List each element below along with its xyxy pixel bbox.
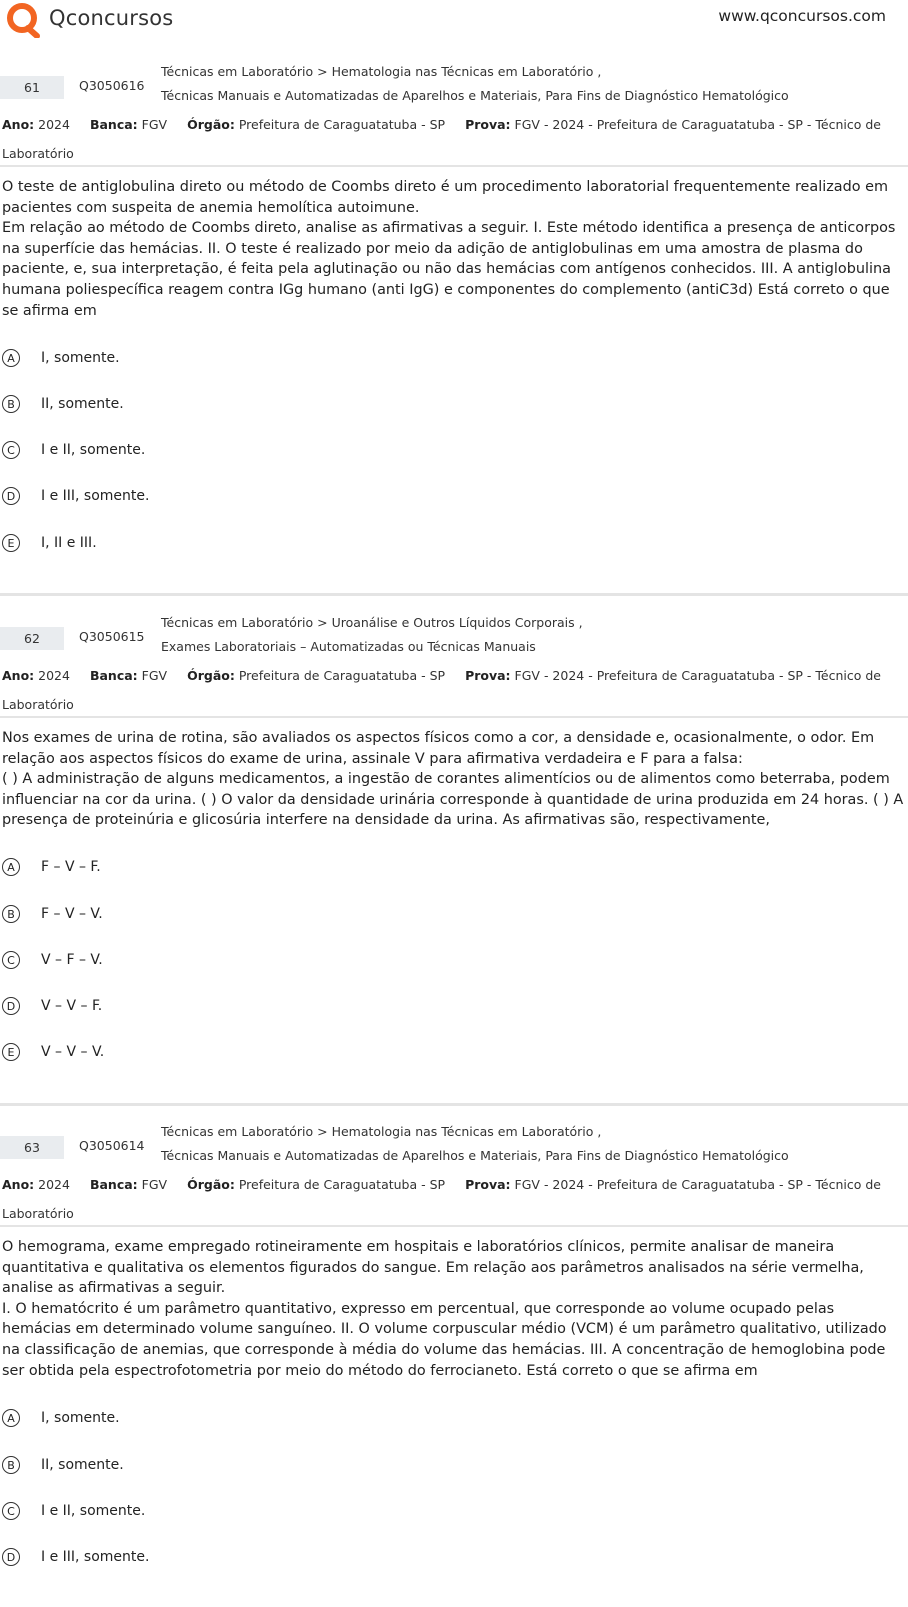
orgao-value: Prefeitura de Caraguatatuba - SP (238, 117, 446, 132)
alternative-text: I, somente. (41, 350, 120, 366)
qconcursos-logo-icon (4, 2, 42, 38)
alternative-letter-icon: C (2, 951, 20, 969)
banca-value: FGV (141, 668, 168, 683)
question-separator (0, 1103, 908, 1106)
alternative-letter-icon: B (2, 1456, 20, 1474)
alternative-e[interactable] (2, 531, 602, 555)
question-meta (2, 661, 892, 719)
ano-label: Ano: (2, 1177, 35, 1192)
alternative-letter-icon: B (2, 905, 20, 923)
question-topic-line2[interactable]: Técnicas Manuais e Automatizadas de Aparelhos e Materiais, Para Fins de Diagnóstico Hematológico (161, 1148, 789, 1163)
question-meta (2, 110, 892, 168)
question-topic-line1[interactable]: Técnicas em Laboratório > Hematologia nas Técnicas em Laboratório , (161, 1124, 602, 1139)
alternative-d[interactable] (2, 1545, 602, 1569)
alternative-letter-icon: B (2, 395, 20, 413)
alternative-letter-icon: D (2, 487, 20, 505)
banca-label: Banca: (89, 117, 138, 132)
brand-name[interactable]: Qconcursos (49, 6, 174, 30)
ano-label: Ano: (2, 668, 35, 683)
question-topic-line1[interactable]: Técnicas em Laboratório > Uroanálise e Outros Líquidos Corporais , (161, 615, 583, 630)
ano-value: 2024 (38, 117, 70, 132)
alternative-text: I e III, somente. (41, 1549, 150, 1565)
question-paragraph: O hemograma, exame empregado rotineiramente em hospitais e laboratórios clínicos, permite analisar de maneira quantitativa e qualitativa os elementos figurados do sangue. Em relação aos parâmetros analisados na série vermelha, analise as afirmativas a seguir. (2, 1239, 864, 1297)
ano-label: Ano: (2, 117, 35, 132)
prova-value: FGV - 2024 - Prefeitura de Caraguatatuba - SP - Técnico de Laboratório (2, 117, 881, 161)
alternative-letter-icon: E (2, 534, 20, 552)
alternative-d[interactable] (2, 484, 602, 508)
prova-label: Prova: (465, 117, 511, 132)
question-code[interactable]: Q3050615 (79, 629, 145, 644)
alternative-text: F – V – V. (41, 906, 103, 922)
question-text (2, 1237, 906, 1381)
orgao-value: Prefeitura de Caraguatatuba - SP (238, 668, 446, 683)
question-paragraph: O teste de antiglobulina direto ou método de Coombs direto é um procedimento laboratorial frequentemente realizado em pacientes com suspeita de anemia hemolítica autoimune. (2, 179, 888, 216)
question-code[interactable]: Q3050616 (79, 78, 145, 93)
banca-value: FGV (141, 117, 168, 132)
header (0, 0, 908, 44)
alternative-c[interactable] (2, 948, 602, 972)
alternative-letter-icon: A (2, 858, 20, 876)
alternative-text: II, somente. (41, 396, 124, 412)
ano-value: 2024 (38, 668, 70, 683)
alternative-b[interactable] (2, 902, 602, 926)
alternative-text: V – F – V. (41, 952, 103, 968)
alternative-letter-icon: A (2, 1409, 20, 1427)
question-code[interactable]: Q3050614 (79, 1138, 145, 1153)
question-number: 61 (0, 76, 64, 99)
banca-label: Banca: (89, 668, 138, 683)
divider (0, 1225, 908, 1227)
alternative-e[interactable] (2, 1040, 602, 1064)
question-number: 62 (0, 627, 64, 650)
divider (0, 716, 908, 718)
question-paragraph: Nos exames de urina de rotina, são avaliados os aspectos físicos como a cor, a densidade e, ocasionalmente, o odor. Em relação aos aspectos físicos do exame de urina, assinale V para afirmativa verdadeira e F para a falsa: (2, 730, 875, 767)
question-paragraph: Em relação ao método de Coombs direto, analise as afirmativas a seguir. I. Este método identifica a presença de anticorpos na superfície das hemácias. II. O teste é realizado por meio da adição de antiglobulinas em uma amostra de plasma do paciente, e, sua interpretação, é feita pela aglutinação ou não das hemácias com antígenos conhecidos. III. A antiglobulina humana poliespecífica reagem contra IGg humano (anti IgG) e componentes do complemento (antiC3d) Está correto o que se afirma em (2, 220, 896, 319)
alternative-a[interactable] (2, 855, 602, 879)
question-meta (2, 1170, 892, 1228)
alternative-letter-icon: D (2, 997, 20, 1015)
question-number: 63 (0, 1136, 64, 1159)
banca-value: FGV (141, 1177, 168, 1192)
question-paragraph: I. O hematócrito é um parâmetro quantitativo, expresso em percentual, que corresponde ao volume ocupado pelas hemácias em determinado volume sanguíneo. II. O volume corpuscular médio (VCM) é um parâmetro qualitativo, utilizado na classificação de anemias, que corresponde à média do volume das hemácias. III. A concentração de hemoglobina pode ser obtida pela espectrofotometria por meio do método do ferrocianeto. Está correto o que se afirma em (2, 1300, 887, 1379)
alternative-c[interactable] (2, 1499, 602, 1523)
alternative-letter-icon: C (2, 441, 20, 459)
alternative-letter-icon: A (2, 349, 20, 367)
alternative-text: I e III, somente. (41, 488, 150, 504)
orgao-value: Prefeitura de Caraguatatuba - SP (238, 1177, 446, 1192)
alternative-text: I, somente. (41, 1410, 120, 1426)
alternative-d[interactable] (2, 994, 602, 1018)
question-paragraph: ( ) A administração de alguns medicamentos, a ingestão de corantes alimentícios ou de alimentos como beterraba, podem influenciar na cor da urina. ( ) O valor da densidade urinária corresponde à quantidade de urina produzida em 24 horas. ( ) A presença de proteinúria e glicosúria interfere na densidade da urina. As afirmativas são, respectivamente, (2, 771, 904, 829)
alternative-text: I e II, somente. (41, 442, 146, 458)
alternative-text: V – V – V. (41, 1044, 105, 1060)
alternative-letter-icon: C (2, 1502, 20, 1520)
prova-value: FGV - 2024 - Prefeitura de Caraguatatuba - SP - Técnico de Laboratório (2, 668, 881, 712)
divider (0, 165, 908, 167)
alternative-text: II, somente. (41, 1457, 124, 1473)
prova-label: Prova: (465, 668, 511, 683)
orgao-label: Órgão: (187, 1177, 235, 1192)
alternative-text: F – V – F. (41, 859, 101, 875)
question-separator (0, 593, 908, 596)
orgao-label: Órgão: (187, 117, 235, 132)
orgao-label: Órgão: (187, 668, 235, 683)
question-text (2, 728, 906, 831)
alternative-a[interactable] (2, 1406, 602, 1430)
alternative-letter-icon: E (2, 1043, 20, 1061)
alternative-b[interactable] (2, 1453, 602, 1477)
alternative-c[interactable] (2, 438, 602, 462)
question-text (2, 177, 906, 321)
question-topic-line2[interactable]: Técnicas Manuais e Automatizadas de Aparelhos e Materiais, Para Fins de Diagnóstico Hematológico (161, 88, 789, 103)
prova-label: Prova: (465, 1177, 511, 1192)
ano-value: 2024 (38, 1177, 70, 1192)
alternative-a[interactable] (2, 346, 602, 370)
question-topic-line2[interactable]: Exames Laboratoriais – Automatizadas ou Técnicas Manuais (161, 639, 536, 654)
alternative-text: I, II e III. (41, 535, 97, 551)
question-topic-line1[interactable]: Técnicas em Laboratório > Hematologia nas Técnicas em Laboratório , (161, 64, 602, 79)
banca-label: Banca: (89, 1177, 138, 1192)
alternative-letter-icon: D (2, 1548, 20, 1566)
alternative-text: V – V – F. (41, 998, 103, 1014)
alternative-b[interactable] (2, 392, 602, 416)
alternative-text: I e II, somente. (41, 1503, 146, 1519)
site-url[interactable]: www.qconcursos.com (718, 7, 886, 25)
prova-value: FGV - 2024 - Prefeitura de Caraguatatuba - SP - Técnico de Laboratório (2, 1177, 881, 1221)
